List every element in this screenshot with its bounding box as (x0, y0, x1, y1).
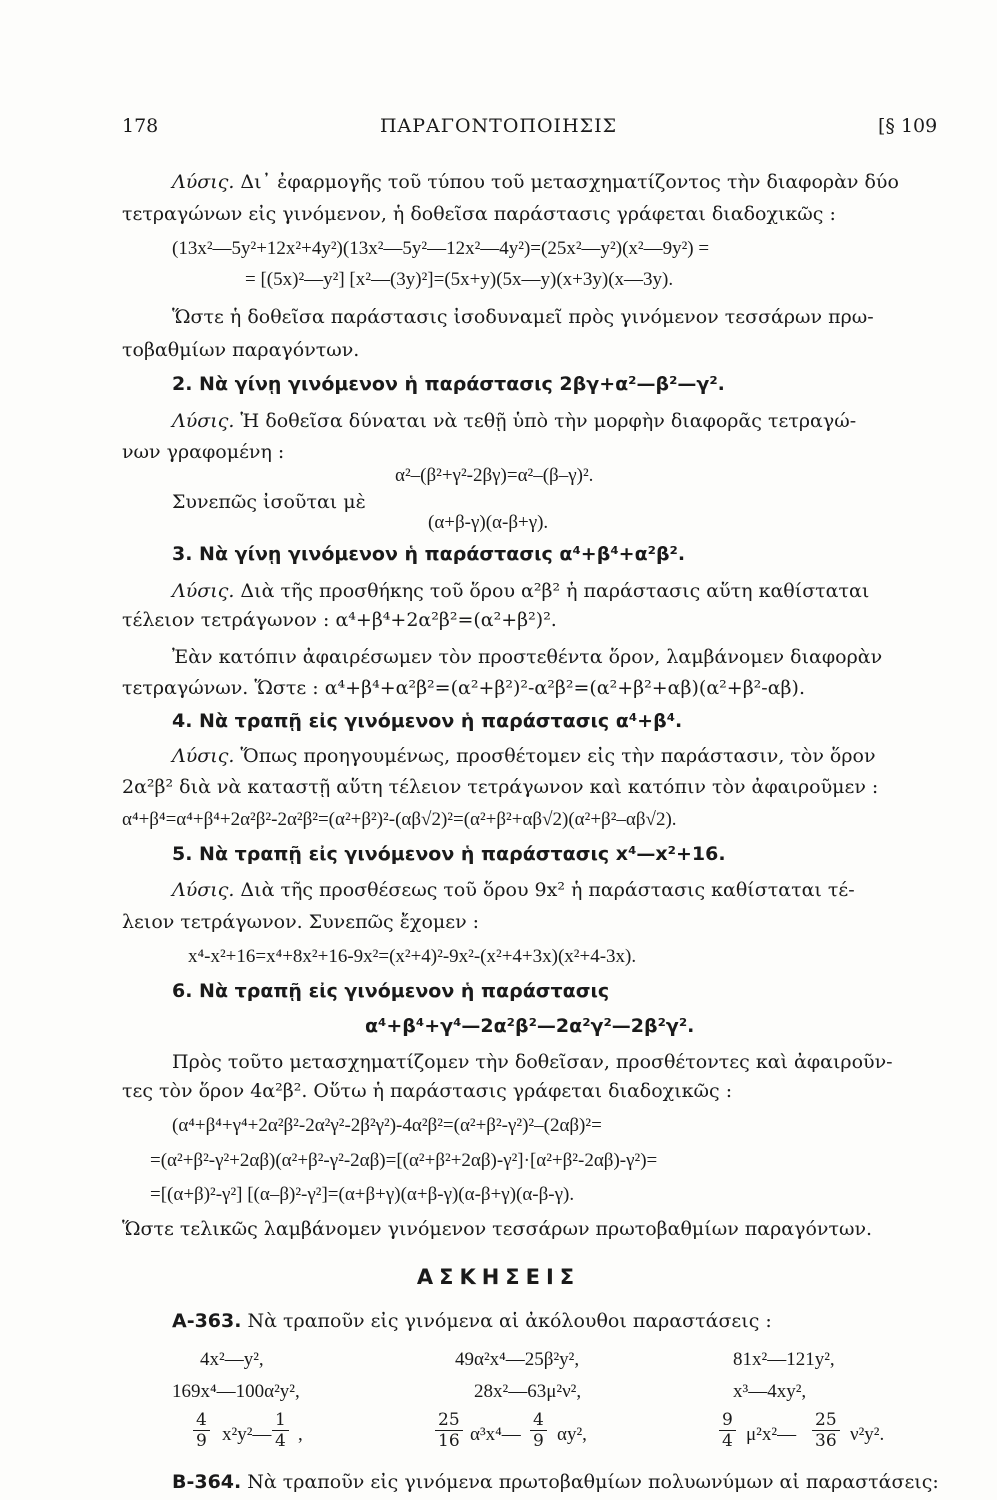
solution-label: Λύσις. (172, 410, 235, 432)
ex6-eq3: =[(α+β)²-γ²] [(α–β)²-γ²]=(α+β+γ)(α+β-γ)(α-β+γ)(α-β-γ). (150, 1184, 575, 1205)
sol1-line2: τετραγώνων εἰς γινόμενον, ἡ δοθεῖσα παράστασις γράφεται διαδοχικῶς : (122, 203, 836, 225)
page-number: 178 (122, 115, 159, 137)
frac2-end: αy², (557, 1424, 587, 1445)
denominator: 9 (196, 1431, 207, 1451)
ex5-line2: λειον τετράγωνον. Συνεπῶς ἔχομεν : (122, 911, 480, 933)
solution-label: Λύσις. (172, 580, 235, 602)
sol1-line3: Ὥστε ἡ δοθεῖσα παράστασις ἰσοδυναμεῖ πρὸς γινόμενον τεσσάρων πρω- (172, 306, 874, 328)
numerator: 25 (812, 1410, 840, 1431)
b364-line (172, 1468, 939, 1497)
ex6-heading: 6. Νὰ τραπῇ εἰς γινόμενον ἡ παράστασις (172, 980, 610, 1002)
ex3-text1: Διὰ τῆς προσθήκης τοῦ ὅρου α²β² ἡ παράστασις αὕτη καθίσταται (240, 580, 870, 602)
ex3-line3: Ἐὰν κατόπιν ἀφαιρέσωμεν τὸν προστεθέντα ὅρον, λαμβάνομεν διαφορὰν (172, 646, 883, 668)
ex-item-1-1: 4x²—y², (200, 1349, 264, 1370)
ex6-line1: Πρὸς τοῦτο μετασχηματίζομεν τὴν δοθεῖσαν, προσθέτοντες καὶ ἀφαιροῦν- (172, 1051, 893, 1073)
ex2-line3: Συνεπῶς ἰσοῦται μὲ (172, 491, 366, 513)
ex6-eq2: =(α²+β²-γ²+2αβ)(α²+β²-γ²-2αβ)=[(α²+β²+2αβ)-γ²]·[α²+β²-2αβ)-γ²)= (150, 1150, 658, 1171)
ex4-heading: 4. Νὰ τραπῇ εἰς γινόμενον ἡ παράστασις α⁴+β⁴. (172, 710, 683, 732)
fraction-25-36 (812, 1410, 840, 1451)
ex3-heading: 3. Νὰ γίνῃ γινόμενον ἡ παράστασις α⁴+β⁴+α²β². (172, 543, 686, 565)
fraction-25-16 (435, 1410, 463, 1451)
a363-label: Α-363. (172, 1310, 242, 1332)
ex3-line2: τέλειον τετράγωνον : α⁴+β⁴+2α²β²=(α²+β²)². (122, 609, 557, 631)
numerator: 9 (719, 1410, 736, 1431)
ex6-line2: τες τὸν ὅρον 4α²β². Οὕτω ἡ παράστασις γράφεται διαδοχικῶς : (122, 1080, 733, 1102)
section-number: [§ 109 (878, 115, 938, 137)
fraction-1-4 (272, 1410, 289, 1451)
sol1-text1: Δι᾽ ἐφαρμογῆς τοῦ τύπου τοῦ μετασχηματίζοντος τὴν διαφορὰν δύο (240, 171, 899, 193)
ex5-line1 (172, 876, 855, 905)
a363-line (172, 1307, 772, 1336)
frac2-mid: α³x⁴— (470, 1424, 521, 1445)
solution-label: Λύσις. (172, 745, 235, 767)
ex4-eq1: α⁴+β⁴=α⁴+β⁴+2α²β²-2α²β²=(α²+β²)²-(αβ√2)²=(α²+β²+αβ√2)(α²+β²–αβ√2). (122, 809, 677, 830)
numerator: 25 (435, 1410, 463, 1431)
ex2-line2: νων γραφομένη : (122, 441, 285, 463)
ex2-text1: Ἡ δοθεῖσα δύναται νὰ τεθῇ ὑπὸ τὴν μορφὴν διαφορᾶς τετραγώ- (240, 410, 857, 432)
ex3-line1 (172, 577, 869, 606)
ex4-line2: 2α²β² διὰ νὰ καταστῇ αὕτη τέλειον τετράγωνον καὶ κατόπιν τὸν ἀφαιροῦμεν : (122, 776, 879, 798)
ex-item-2-1: 169x⁴—100α²y², (172, 1381, 300, 1402)
a363-text: Νὰ τραποῦν εἰς γινόμενα αἱ ἀκόλουθοι παραστάσεις : (247, 1310, 772, 1332)
ex-item-1-3: 81x²—121y², (733, 1349, 835, 1370)
sol1-line4: τοβαθμίων παραγόντων. (122, 339, 360, 361)
frac1-mid: x²y²— (222, 1424, 272, 1445)
ex-item-2-3: x³—4xy², (733, 1381, 807, 1402)
solution-label: Λύσις. (172, 879, 235, 901)
ex5-text1: Διὰ τῆς προσθέσεως τοῦ ὅρου 9x² ἡ παράστασις καθίσταται τέ- (240, 879, 855, 901)
ex3-line4: τετραγώνων. Ὥστε : α⁴+β⁴+α²β²=(α²+β²)²-α²β²=(α²+β²+αβ)(α²+β²-αβ). (122, 677, 805, 699)
denominator: 4 (722, 1431, 733, 1451)
ex2-heading: 2. Νὰ γίνῃ γινόμενον ἡ παράστασις 2βγ+α²—β²—γ². (172, 373, 725, 395)
ex6-heading-eq: α⁴+β⁴+γ⁴—2α²β²—2α²γ²—2β²γ². (365, 1015, 695, 1037)
ex-item-1-2: 49α²x⁴—25β²y², (455, 1349, 580, 1370)
sol1-eq1: (13x²—5y²+12x²+4y²)(13x²—5y²—12x²—4y²)=(25x²—y²)(x²—9y²) = (172, 238, 710, 259)
b364-label: Β-364. (172, 1471, 242, 1493)
solution-label: Λύσις. (172, 171, 235, 193)
frac3-mid: μ²x²— (746, 1424, 797, 1445)
numerator: 1 (272, 1410, 289, 1431)
ex5-eq1: x⁴-x²+16=x⁴+8x²+16-9x²=(x²+4)²-9x²-(x²+4+3x)(x²+4-3x). (188, 946, 637, 967)
ex2-eq1: α²–(β²+γ²-2βγ)=α²–(β–γ)². (395, 465, 594, 486)
fraction-4-9 (193, 1410, 210, 1451)
ex5-heading: 5. Νὰ τραπῇ εἰς γινόμενον ἡ παράστασις x⁴—x²+16. (172, 843, 726, 865)
exercises-title: ΑΣΚΗΣΕΙΣ (416, 1265, 581, 1289)
denominator: 9 (533, 1431, 544, 1451)
sol1-line1 (172, 168, 899, 197)
ex6-line3: Ὥστε τελικῶς λαμβάνομεν γινόμενον τεσσάρων πρωτοβαθμίων παραγόντων. (122, 1218, 873, 1240)
numerator: 4 (193, 1410, 210, 1431)
ex4-line1 (172, 742, 876, 771)
denominator: 4 (275, 1431, 286, 1451)
frac1-end: , (298, 1424, 303, 1445)
ex6-eq1: (α⁴+β⁴+γ⁴+2α²β²-2α²γ²-2β²γ²)-4α²β²=(α²+β²-γ²)²–(2αβ)²= (172, 1115, 602, 1136)
fraction-9-4 (719, 1410, 736, 1451)
ex2-eq2: (α+β-γ)(α-β+γ). (428, 512, 549, 533)
frac3-end: ν²y². (850, 1424, 885, 1445)
denominator: 16 (438, 1431, 460, 1451)
ex4-text1: Ὅπως προηγουμένως, προσθέτομεν εἰς τὴν παράστασιν, τὸν ὅρον (240, 745, 876, 767)
numerator: 4 (530, 1410, 547, 1431)
sol1-eq2: = [(5x)²—y²] [x²—(3y)²]=(5x+y)(5x—y)(x+3y)(x—3y). (245, 269, 674, 290)
b364-text: Νὰ τραποῦν εἰς γινόμενα πρωτοβαθμίων πολυωνύμων αἱ παραστάσεις: (247, 1471, 939, 1493)
ex-item-2-2: 28x²—63μ²ν², (474, 1381, 582, 1402)
ex2-line1 (172, 407, 856, 436)
fraction-4-9b (530, 1410, 547, 1451)
running-title: ΠΑΡΑΓΟΝΤΟΠΟΙΗΣΙΣ (379, 115, 618, 137)
denominator: 36 (815, 1431, 837, 1451)
